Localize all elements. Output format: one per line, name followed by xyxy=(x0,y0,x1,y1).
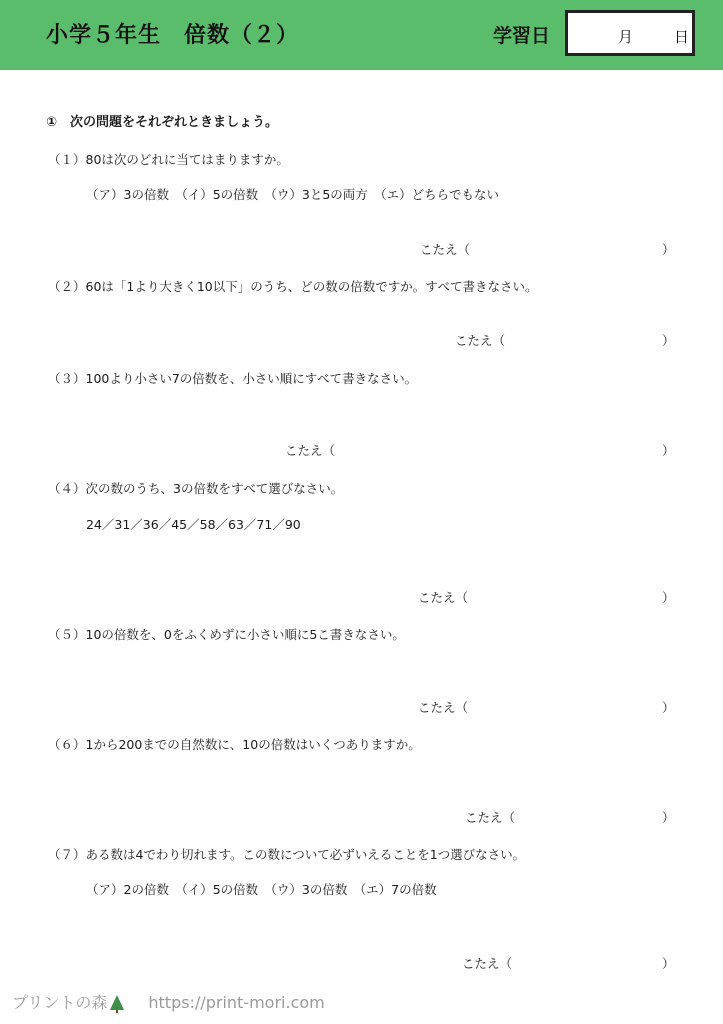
header-bar xyxy=(0,0,723,70)
question-6: （６）1から200までの自然数に、10の倍数はいくつありますか。 xyxy=(48,737,421,752)
day-label: 日 xyxy=(674,28,690,46)
question-1-choices: （ア）3の倍数 （イ）5の倍数 （ウ）3と5の両方 （エ）どちらでもない xyxy=(86,187,499,202)
question-7: （７）ある数は4でわり切れます。この数について必ずいえることを1つ選びなさい。 xyxy=(48,847,526,862)
question-5: （５）10の倍数を、0をふくめずに小さい順に5こ書きなさい。 xyxy=(48,627,405,642)
answer-label-6: こたえ（ xyxy=(465,810,516,825)
month-label: 月 xyxy=(618,28,634,46)
answer-label-4: こたえ（ xyxy=(418,590,469,605)
question-4-choices: 24／31／36／45／58／63／71／90 xyxy=(86,517,301,532)
footer-url[interactable]: https://print-mori.com xyxy=(148,993,325,1012)
question-4: （４）次の数のうち、3の倍数をすべて選びなさい。 xyxy=(48,481,344,496)
answer-close-3: ） xyxy=(662,443,675,458)
answer-label-1: こたえ（ xyxy=(420,242,471,257)
worksheet-title: 小学５年生 倍数（２） xyxy=(46,23,300,48)
footer-brand: プリントの森 xyxy=(12,993,108,1012)
answer-close-5: ） xyxy=(662,700,675,715)
section-instruction: ① 次の問題をそれぞれときましょう。 xyxy=(46,115,279,130)
answer-close-4: ） xyxy=(662,590,675,605)
answer-close-1: ） xyxy=(662,242,675,257)
answer-close-6: ） xyxy=(662,810,675,825)
study-date-box[interactable] xyxy=(565,10,695,56)
tree-icon xyxy=(110,995,124,1010)
answer-label-7: こたえ（ xyxy=(462,956,513,971)
question-1: （１）80は次のどれに当てはまりますか。 xyxy=(48,152,289,167)
question-7-choices: （ア）2の倍数 （イ）5の倍数 （ウ）3の倍数 （エ）7の倍数 xyxy=(86,882,437,897)
question-2: （２）60は「1より大きく10以下」のうち、どの数の倍数ですか。すべて書きなさい。 xyxy=(48,279,538,294)
answer-close-2: ） xyxy=(662,333,675,348)
footer xyxy=(12,990,325,1013)
study-date-label: 学習日 xyxy=(493,25,551,47)
answer-close-7: ） xyxy=(662,956,675,971)
answer-label-2: こたえ（ xyxy=(455,333,506,348)
question-3: （３）100より小さい7の倍数を、小さい順にすべて書きなさい。 xyxy=(48,371,418,386)
answer-label-5: こたえ（ xyxy=(418,700,469,715)
answer-label-3: こたえ（ xyxy=(285,443,336,458)
